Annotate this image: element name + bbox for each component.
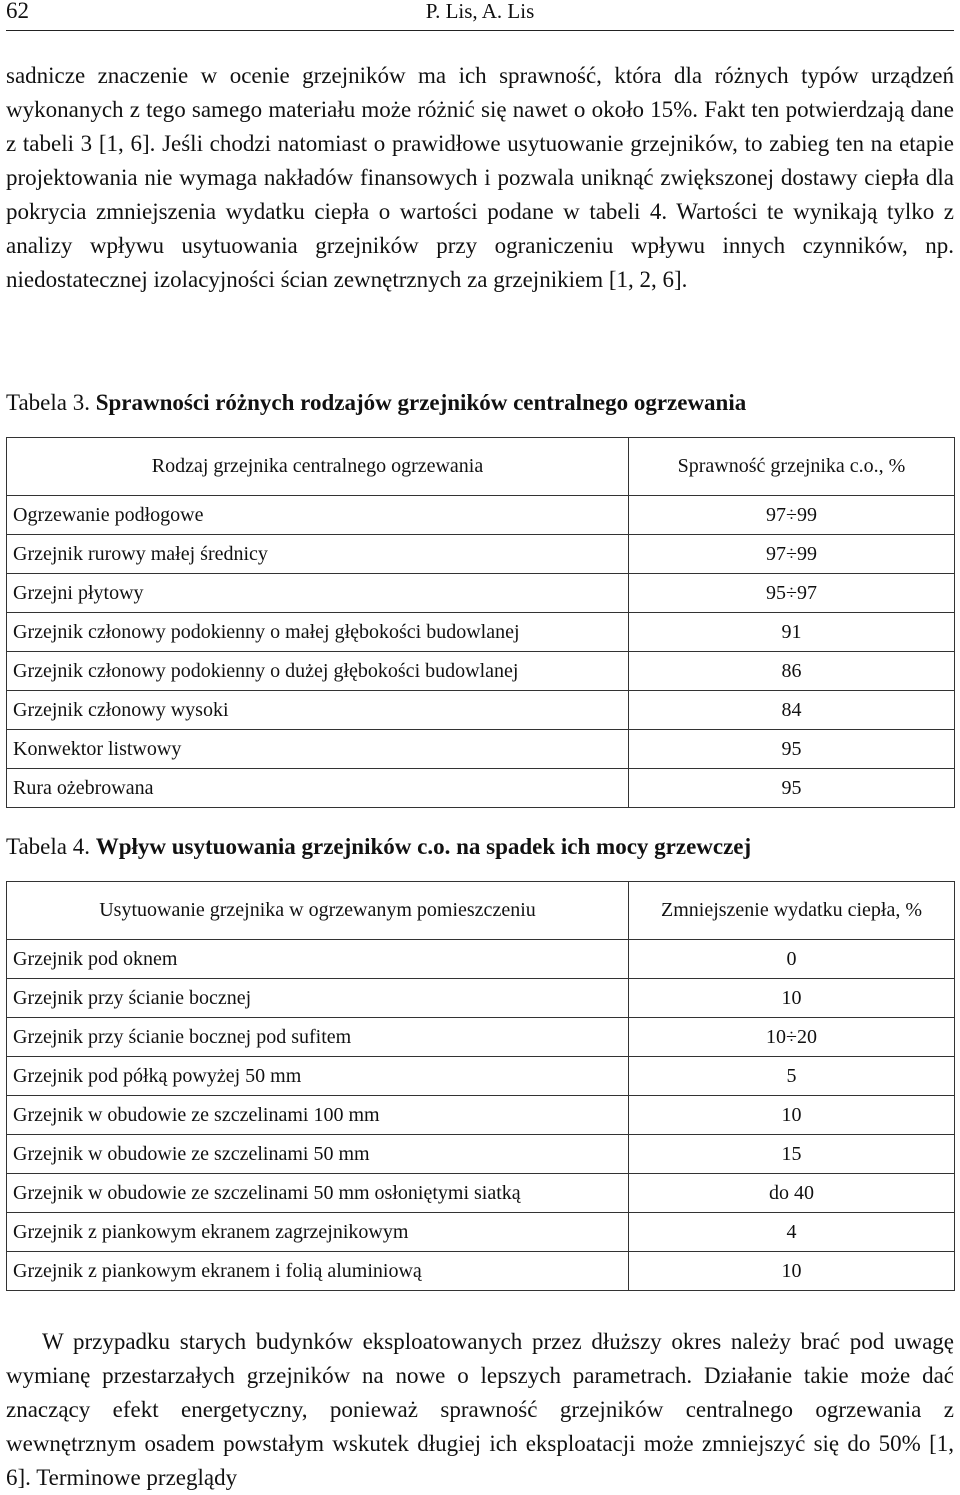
table-cell-value: 95÷97 [629,574,955,613]
table-cell-label: Grzejnik z piankowym ekranem i folią aluminiową [7,1252,629,1291]
table-cell-value: 10÷20 [629,1018,955,1057]
body-paragraph-1: sadnicze znaczenie w ocenie grzejników ma ich sprawność, która dla różnych typów urządzeń wykonanych z tego samego materiału może różnić się nawet o około 15%. Fakt ten potwierdzają dane z tabeli 3 [1, 6]. Jeśli chodzi natomiast o prawidłowe usytuowanie grzejników, to zabieg ten na etapie projektowania nie wymaga nakładów finansowych i pozwala uniknąć zwiększonej dostawy ciepła dla pokrycia zmniejszenia wydatku ciepła o wartości podane w tabeli 4. Wartości te wynikają tylko z analizy wpływu usytuowania grzejników przy ograniczeniu wpływu innych czynników, np. niedostatecznej izolacyjności ścian zewnętrznych za grzejnikiem [1, 2, 6]. [6,63,954,292]
table-cell-label: Grzejnik pod półką powyżej 50 mm [7,1057,629,1096]
table-cell-label: Grzejni płytowy [7,574,629,613]
table-row [7,1174,955,1213]
table-cell-value: 4 [629,1213,955,1252]
table-row [7,940,955,979]
table-cell-label: Grzejnik w obudowie ze szczelinami 100 mm [7,1096,629,1135]
table3-header-type: Rodzaj grzejnika centralnego ogrzewania [7,438,629,496]
page-number: 62 [6,0,29,23]
table-row [7,730,955,769]
table-row [7,1096,955,1135]
table4-label: Tabela 4. [6,834,90,859]
table3-label: Tabela 3. [6,390,90,415]
table-cell-value: 10 [629,1096,955,1135]
table-cell-label: Grzejnik członowy podokienny o dużej głębokości budowlanej [7,652,629,691]
table-cell-label: Grzejnik członowy wysoki [7,691,629,730]
table-cell-value: 97÷99 [629,496,955,535]
table4-title: Wpływ usytuowania grzejników c.o. na spadek ich mocy grzewczej [95,834,752,859]
table-cell-label: Konwektor listwowy [7,730,629,769]
body-paragraph-2: W przypadku starych budynków eksploatowanych przez dłuższy okres należy brać pod uwagę wymianę przestarzałych grzejników na nowe o lepszych parametrach. Działanie takie może dać znaczący efekt energetyczny, ponieważ sprawność grzejników centralnego ogrzewania z wewnętrznym osadem powstałym wskutek długiej ich eksploatacji może zmniejszyć się do 50% [1, 6]. Terminowe przeglądy [6,1329,954,1490]
table-row [7,574,955,613]
table-cell-label: Grzejnik przy ścianie bocznej pod sufitem [7,1018,629,1057]
table-cell-label: Ogrzewanie podłogowe [7,496,629,535]
table4 [6,881,955,1291]
table-row [7,496,955,535]
table4-header-row [7,882,955,940]
table-cell-value: 97÷99 [629,535,955,574]
table4-caption [6,834,954,860]
table-cell-value: 91 [629,613,955,652]
table-cell-value: 95 [629,730,955,769]
table-row [7,1135,955,1174]
table-cell-label: Grzejnik rurowy małej średnicy [7,535,629,574]
table-cell-value: 0 [629,940,955,979]
table-row [7,1252,955,1291]
table-cell-value: 5 [629,1057,955,1096]
table-cell-label: Grzejnik członowy podokienny o małej głębokości budowlanej [7,613,629,652]
table-cell-value: 95 [629,769,955,808]
table-cell-value: 10 [629,1252,955,1291]
table-cell-value: 15 [629,1135,955,1174]
table-row [7,652,955,691]
table-cell-label: Grzejnik pod oknem [7,940,629,979]
table-cell-value: 86 [629,652,955,691]
table3 [6,437,955,808]
table4-header-reduction: Zmniejszenie wydatku ciepła, % [629,882,955,940]
table-row [7,1057,955,1096]
table-row [7,535,955,574]
table-cell-label: Grzejnik przy ścianie bocznej [7,979,629,1018]
table3-header-efficiency: Sprawność grzejnika c.o., % [629,438,955,496]
table-row [7,613,955,652]
page-header [6,0,954,31]
table3-header-row [7,438,955,496]
table-cell-label: Grzejnik w obudowie ze szczelinami 50 mm [7,1135,629,1174]
table-row [7,1213,955,1252]
table-cell-value: 10 [629,979,955,1018]
table-cell-label: Grzejnik w obudowie ze szczelinami 50 mm osłoniętymi siatką [7,1174,629,1213]
table3-caption [6,390,954,416]
table3-title: Sprawności różnych rodzajów grzejników centralnego ogrzewania [95,390,747,415]
table-row [7,769,955,808]
table-row [7,979,955,1018]
table-cell-value: 84 [629,691,955,730]
running-head: P. Lis, A. Lis [425,0,535,23]
table-cell-value: do 40 [629,1174,955,1213]
table-cell-label: Grzejnik z piankowym ekranem zagrzejnikowym [7,1213,629,1252]
table-cell-label: Rura ożebrowana [7,769,629,808]
table-row [7,691,955,730]
table4-header-placement: Usytuowanie grzejnika w ogrzewanym pomieszczeniu [7,882,629,940]
table-row [7,1018,955,1057]
